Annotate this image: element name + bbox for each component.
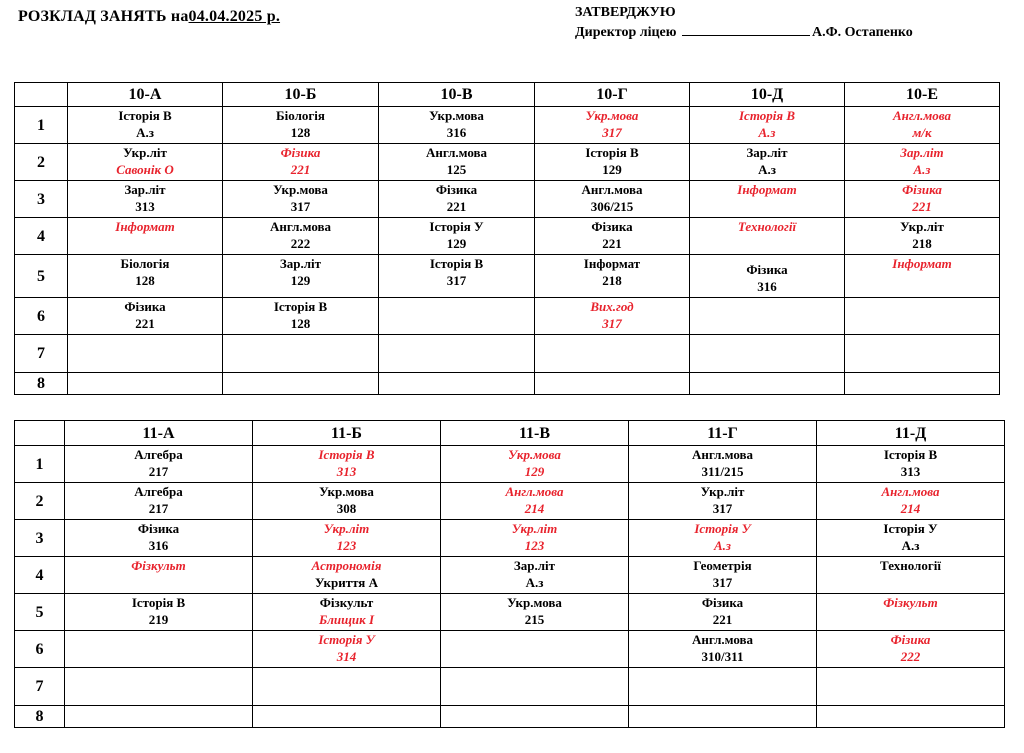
lesson-cell [253,557,441,594]
lesson-number: 1 [15,107,68,144]
lesson-cell [629,557,817,594]
lesson-cell [441,631,629,668]
subject-name: Англ.мова [691,632,754,647]
lesson-number: 1 [15,446,65,483]
room-or-teacher: 219 [148,612,169,627]
subject-name: Історія У [694,521,751,536]
subject-name: Укр.мова [319,484,374,499]
lesson-cell [223,335,379,373]
lesson-cell [817,668,1005,706]
room-or-teacher: 221 [912,199,932,214]
room-or-teacher: 316 [446,125,467,140]
lesson-number: 4 [15,218,68,255]
lesson-cell [441,594,629,631]
lesson-cell [441,706,629,728]
corner-cell [15,83,68,107]
lesson-cell [68,181,223,218]
room-or-teacher: м/к [912,125,932,140]
room-or-teacher: 313 [135,199,155,214]
lesson-cell [441,483,629,520]
lesson-row [15,373,1000,395]
lesson-row [15,520,1005,557]
room-or-teacher: А.з [758,162,776,177]
subject-name: Англ.мова [892,108,952,123]
subject-name: Алгебра [134,447,183,462]
lesson-cell [379,107,535,144]
lesson-cell [845,255,1000,298]
lesson-cell [690,144,845,181]
lesson-cell [65,446,253,483]
lesson-cell [379,255,535,298]
lesson-cell [253,668,441,706]
subject-name: Інформат [583,256,641,271]
lesson-cell [68,218,223,255]
lesson-cell [68,107,223,144]
lesson-cell [845,181,1000,218]
subject-name: Укр.мова [585,108,639,123]
lesson-cell [817,520,1005,557]
room-or-teacher: 221 [135,316,155,331]
subject-name: Укр.мова [508,447,561,462]
lesson-cell [629,668,817,706]
room-or-teacher: 317 [602,316,622,331]
room-or-teacher: 129 [524,464,545,479]
grade10-table [14,82,1000,395]
lesson-cell [690,107,845,144]
lesson-cell [817,483,1005,520]
subject-name: Зар.літ [746,145,788,160]
room-or-teacher: 310/311 [701,649,744,664]
lesson-cell [535,144,690,181]
room-or-teacher: А.з [901,538,920,553]
subject-name: Англ.мова [425,145,488,160]
lesson-number: 6 [15,298,68,335]
lesson-number: 3 [15,181,68,218]
class-header: 11-Г [629,421,817,446]
lesson-cell [441,668,629,706]
room-or-teacher: А.з [758,125,776,140]
room-or-teacher: 214 [900,501,921,516]
lesson-cell [845,335,1000,373]
lesson-row [15,335,1000,373]
subject-name: Фізика [746,262,788,277]
subject-name: Історія В [739,108,795,123]
lesson-cell [253,631,441,668]
lesson-cell [845,298,1000,335]
lesson-cell [690,255,845,298]
lesson-cell [629,594,817,631]
lesson-cell [223,144,379,181]
room-or-teacher: Блищик І [318,612,375,627]
lesson-cell [223,255,379,298]
lesson-number: 7 [15,668,65,706]
approve-label: ЗАТВЕРДЖУЮ [575,5,676,20]
subject-name: Англ.мова [505,484,564,499]
lesson-number: 2 [15,144,68,181]
lesson-cell [68,298,223,335]
room-or-teacher: 313 [900,464,921,479]
grade11-table [14,420,1005,728]
lesson-cell [535,335,690,373]
grade10-header-row [15,83,1000,107]
lesson-cell [690,218,845,255]
room-or-teacher: А.з [136,125,154,140]
room-or-teacher: 317 [602,125,622,140]
lesson-cell [690,373,845,395]
subject-name: Фізкульт [319,595,374,610]
room-or-teacher: А.з [714,538,731,553]
class-header: 10-В [379,83,535,107]
room-or-teacher: Укриття А [315,575,378,590]
lesson-number: 3 [15,520,65,557]
director-name: А.Ф. Остапенко [811,25,913,40]
lesson-cell [65,706,253,728]
subject-name: Історія У [883,521,938,536]
subject-name: Англ.мова [881,484,940,499]
subject-name: Геометрія [693,558,752,573]
subject-name: Англ.мова [581,182,643,197]
room-or-teacher: 306/215 [590,199,634,214]
room-or-teacher: 314 [336,649,357,664]
subject-name: Фізика [890,632,931,647]
subject-name: Фізика [280,145,321,160]
subject-name: Історія У [429,219,484,234]
subject-name: Алгебра [134,484,183,499]
class-header: 11-А [65,421,253,446]
subject-name: Історія В [429,256,484,271]
subject-name: Зар.літ [900,145,944,160]
subject-name: Інформат [737,182,797,197]
room-or-teacher: 129 [290,273,311,288]
corner-cell [15,421,65,446]
subject-name: Фізика [435,182,478,197]
subject-name: Укр.мова [273,182,328,197]
lesson-row [15,557,1005,594]
lesson-row [15,483,1005,520]
subject-name: Біологія [276,108,325,123]
room-or-teacher: 317 [290,199,311,214]
lesson-cell [441,520,629,557]
lesson-cell [223,181,379,218]
lesson-cell [253,520,441,557]
room-or-teacher: 218 [912,236,932,251]
subject-name: Укр.літ [511,521,558,536]
lesson-cell [817,706,1005,728]
lesson-cell [223,298,379,335]
lesson-cell [223,373,379,395]
lesson-cell [629,706,817,728]
lesson-cell [535,107,690,144]
lesson-number: 8 [15,706,65,728]
lesson-number: 4 [15,557,65,594]
lesson-cell [535,181,690,218]
lesson-cell [68,255,223,298]
room-or-teacher: 317 [712,501,733,516]
lesson-cell [690,335,845,373]
lesson-cell [253,594,441,631]
lesson-number: 8 [15,373,68,395]
lesson-cell [845,373,1000,395]
room-or-teacher: 316 [148,538,169,553]
title-prefix: РОЗКЛАД ЗАНЯТЬ на [18,8,189,25]
class-header: 10-Б [223,83,379,107]
lesson-row [15,446,1005,483]
lesson-cell [379,144,535,181]
room-or-teacher: 214 [524,501,545,516]
class-header: 10-А [68,83,223,107]
lesson-cell [845,107,1000,144]
lesson-row [15,218,1000,255]
room-or-teacher: 221 [712,612,733,627]
subject-name: Історія В [883,447,938,462]
lesson-cell [379,218,535,255]
lesson-cell [379,373,535,395]
subject-name: Біологія [120,256,170,271]
lesson-cell [379,181,535,218]
lesson-cell [68,373,223,395]
room-or-teacher: 217 [148,464,169,479]
class-header: 11-В [441,421,629,446]
signature-line [682,24,810,36]
lesson-cell [223,107,379,144]
room-or-teacher: 221 [290,162,311,177]
room-or-teacher: 129 [446,236,467,251]
class-header: 10-Е [845,83,1000,107]
subject-name: Інформат [892,256,952,271]
class-header: 10-Г [535,83,690,107]
room-or-teacher: 313 [336,464,357,479]
room-or-teacher: 217 [148,501,169,516]
room-or-teacher: 317 [446,273,467,288]
room-or-teacher: 311/215 [701,464,744,479]
lesson-cell [441,557,629,594]
subject-name: Фізика [124,299,166,314]
lesson-cell [253,446,441,483]
lesson-number: 5 [15,255,68,298]
room-or-teacher: 128 [135,273,155,288]
lesson-cell [253,483,441,520]
lesson-cell [535,255,690,298]
subject-name: Історія В [318,447,375,462]
lesson-number: 6 [15,631,65,668]
subject-name: Зар.літ [513,558,556,573]
room-or-teacher: 221 [602,236,622,251]
subject-name: Укр.мова [429,108,484,123]
subject-name: Історія В [118,108,172,123]
director-line [575,23,913,43]
lesson-cell [535,298,690,335]
subject-name: Фізика [591,219,633,234]
lesson-cell [817,631,1005,668]
subject-name: Англ.мова [269,219,332,234]
subject-name: Фізкульт [131,558,186,573]
class-header: 10-Д [690,83,845,107]
lesson-cell [629,520,817,557]
lesson-cell [845,144,1000,181]
lesson-cell [223,218,379,255]
subject-name: Укр.літ [323,521,370,536]
room-or-teacher: 316 [757,279,777,294]
subject-name: Зар.літ [279,256,322,271]
lesson-cell [65,520,253,557]
subject-name: Астрономія [311,558,382,573]
room-or-teacher: 317 [712,575,733,590]
subject-name: Укр.літ [900,219,944,234]
room-or-teacher: А.з [525,575,544,590]
grade11-header-row [15,421,1005,446]
lesson-row [15,668,1005,706]
lesson-row [15,631,1005,668]
subject-name: Укр.літ [700,484,745,499]
room-or-teacher: 123 [524,538,545,553]
lesson-cell [253,706,441,728]
room-or-teacher: 221 [446,199,467,214]
lesson-cell [629,483,817,520]
subject-name: Історія В [131,595,186,610]
subject-name: Вих.год [590,299,634,314]
room-or-teacher: 308 [336,501,357,516]
subject-name: Зар.літ [124,182,166,197]
lesson-row [15,594,1005,631]
lesson-number: 2 [15,483,65,520]
room-or-teacher: 123 [336,538,357,553]
director-label: Директор ліцею [575,25,677,40]
lesson-cell [817,446,1005,483]
schedule-date: 04.04.2025 р. [188,8,281,25]
subject-name: Інформат [115,219,175,234]
subject-name: Фізика [137,521,180,536]
lesson-row [15,706,1005,728]
lesson-row [15,144,1000,181]
lesson-row [15,107,1000,144]
room-or-teacher: 218 [602,273,622,288]
lesson-cell [65,631,253,668]
subject-name: Укр.літ [123,145,167,160]
lesson-number: 5 [15,594,65,631]
lesson-cell [690,181,845,218]
lesson-cell [65,557,253,594]
lesson-row [15,298,1000,335]
lesson-cell [629,631,817,668]
subject-name: Технології [737,219,797,234]
room-or-teacher: А.з [913,162,931,177]
room-or-teacher: 128 [290,125,311,140]
lesson-cell [68,335,223,373]
room-or-teacher: 128 [290,316,311,331]
lesson-cell [441,446,629,483]
subject-name: Історія У [318,632,375,647]
room-or-teacher: 222 [290,236,311,251]
lesson-cell [65,483,253,520]
subject-name: Фізкульт [883,595,938,610]
subject-name: Англ.мова [691,447,754,462]
subject-name: Історія В [585,145,639,160]
lesson-cell [65,668,253,706]
lesson-cell [690,298,845,335]
lesson-row [15,181,1000,218]
lesson-cell [379,298,535,335]
room-or-teacher: 222 [900,649,921,664]
lesson-number: 7 [15,335,68,373]
class-header: 11-Д [817,421,1005,446]
room-or-teacher: Савонік О [116,162,174,177]
approval-block [575,3,913,43]
lesson-cell [817,557,1005,594]
room-or-teacher: 215 [524,612,545,627]
subject-name: Технології [880,558,941,573]
lesson-cell [535,218,690,255]
lesson-cell [379,335,535,373]
subject-name: Укр.мова [507,595,562,610]
lesson-cell [817,594,1005,631]
room-or-teacher: 125 [446,162,467,177]
lesson-cell [629,446,817,483]
lesson-cell [535,373,690,395]
class-header: 11-Б [253,421,441,446]
lesson-cell [845,218,1000,255]
lesson-cell [68,144,223,181]
subject-name: Історія В [273,299,328,314]
subject-name: Фізика [902,182,942,197]
schedule-title [18,8,280,26]
lesson-cell [65,594,253,631]
subject-name: Фізика [701,595,744,610]
lesson-row [15,255,1000,298]
room-or-teacher: 129 [602,162,622,177]
